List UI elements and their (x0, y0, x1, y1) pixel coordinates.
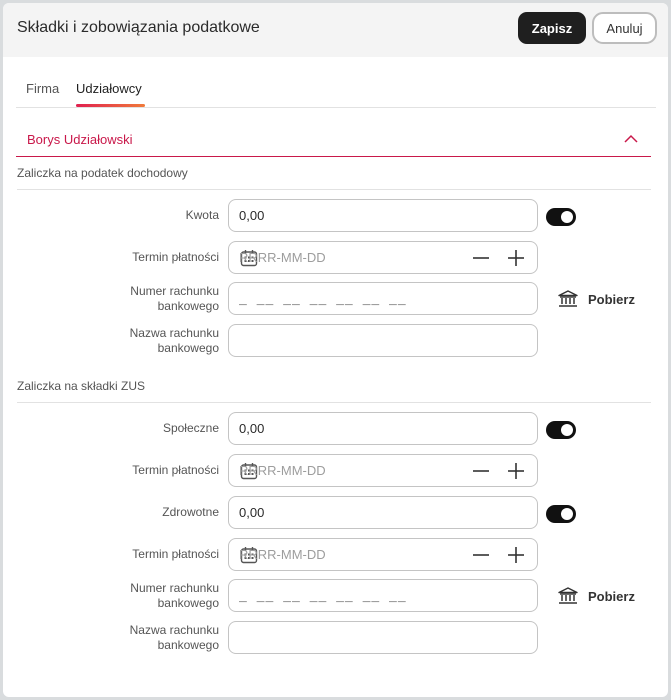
cancel-button[interactable]: Anuluj (592, 12, 657, 44)
social-due-date-label: Termin płatności (132, 463, 219, 477)
tab-udzialowcy[interactable]: Udziałowcy (76, 81, 142, 96)
social-due-date-field[interactable] (228, 454, 538, 487)
bank-icon (558, 290, 578, 308)
due-date-field[interactable] (228, 241, 538, 274)
due-date-label: Termin płatności (132, 250, 219, 264)
zus-account-name-input[interactable] (239, 622, 529, 653)
plus-icon[interactable] (506, 545, 526, 565)
divider (17, 189, 651, 190)
amount-toggle[interactable] (546, 208, 576, 226)
account-name-input[interactable] (239, 325, 529, 356)
shareholder-accordion-header[interactable] (16, 122, 651, 157)
health-input[interactable] (239, 497, 529, 528)
health-field[interactable] (228, 496, 538, 529)
health-label: Zdrowotne (162, 505, 219, 519)
zus-account-name-field[interactable] (228, 621, 538, 654)
zus-account-name-label: Nazwa rachunku bankowego (129, 623, 219, 652)
save-button[interactable]: Zapisz (518, 12, 586, 44)
zus-account-number-field[interactable] (228, 579, 538, 612)
amount-input[interactable] (239, 200, 529, 231)
dialog-header (3, 3, 668, 57)
tab-bar (16, 71, 656, 108)
social-toggle[interactable] (546, 421, 576, 439)
health-toggle[interactable] (546, 505, 576, 523)
zus-fetch-account-label: Pobierz (588, 589, 635, 604)
account-name-field[interactable] (228, 324, 538, 357)
social-input[interactable] (239, 413, 529, 444)
plus-icon[interactable] (506, 461, 526, 481)
plus-icon[interactable] (506, 248, 526, 268)
account-number-mask[interactable]: _ __ __ __ __ __ __ (239, 291, 407, 306)
bank-icon (558, 587, 578, 605)
account-number-label: Numer rachunku bankowego (130, 284, 219, 313)
account-number-field[interactable] (228, 282, 538, 315)
zus-group-title: Zaliczka na składki ZUS (17, 379, 146, 393)
dialog-title: Składki i zobowiązania podatkowe (17, 19, 260, 36)
amount-field[interactable] (228, 199, 538, 232)
amount-label: Kwota (185, 208, 219, 222)
social-label: Społeczne (162, 421, 219, 435)
minus-icon[interactable] (471, 248, 491, 268)
active-tab-indicator (76, 104, 145, 107)
zus-account-number-label: Numer rachunku bankowego (130, 581, 219, 610)
health-due-date-label: Termin płatności (132, 547, 219, 561)
social-field[interactable] (228, 412, 538, 445)
dialog (3, 3, 668, 697)
minus-icon[interactable] (471, 461, 491, 481)
minus-icon[interactable] (471, 545, 491, 565)
health-due-date-field[interactable] (228, 538, 538, 571)
zus-account-number-mask[interactable]: _ __ __ __ __ __ __ (239, 588, 407, 603)
zus-fetch-account-button[interactable] (558, 585, 638, 607)
fetch-account-button[interactable] (558, 288, 638, 310)
divider (17, 402, 651, 403)
tab-firma[interactable]: Firma (26, 81, 60, 96)
chevron-up-icon[interactable] (624, 134, 638, 144)
account-name-label: Nazwa rachunku bankowego (129, 326, 219, 355)
income-tax-group-title: Zaliczka na podatek dochodowy (17, 166, 188, 180)
fetch-account-label: Pobierz (588, 292, 635, 307)
shareholder-name: Borys Udziałowski (27, 132, 133, 147)
